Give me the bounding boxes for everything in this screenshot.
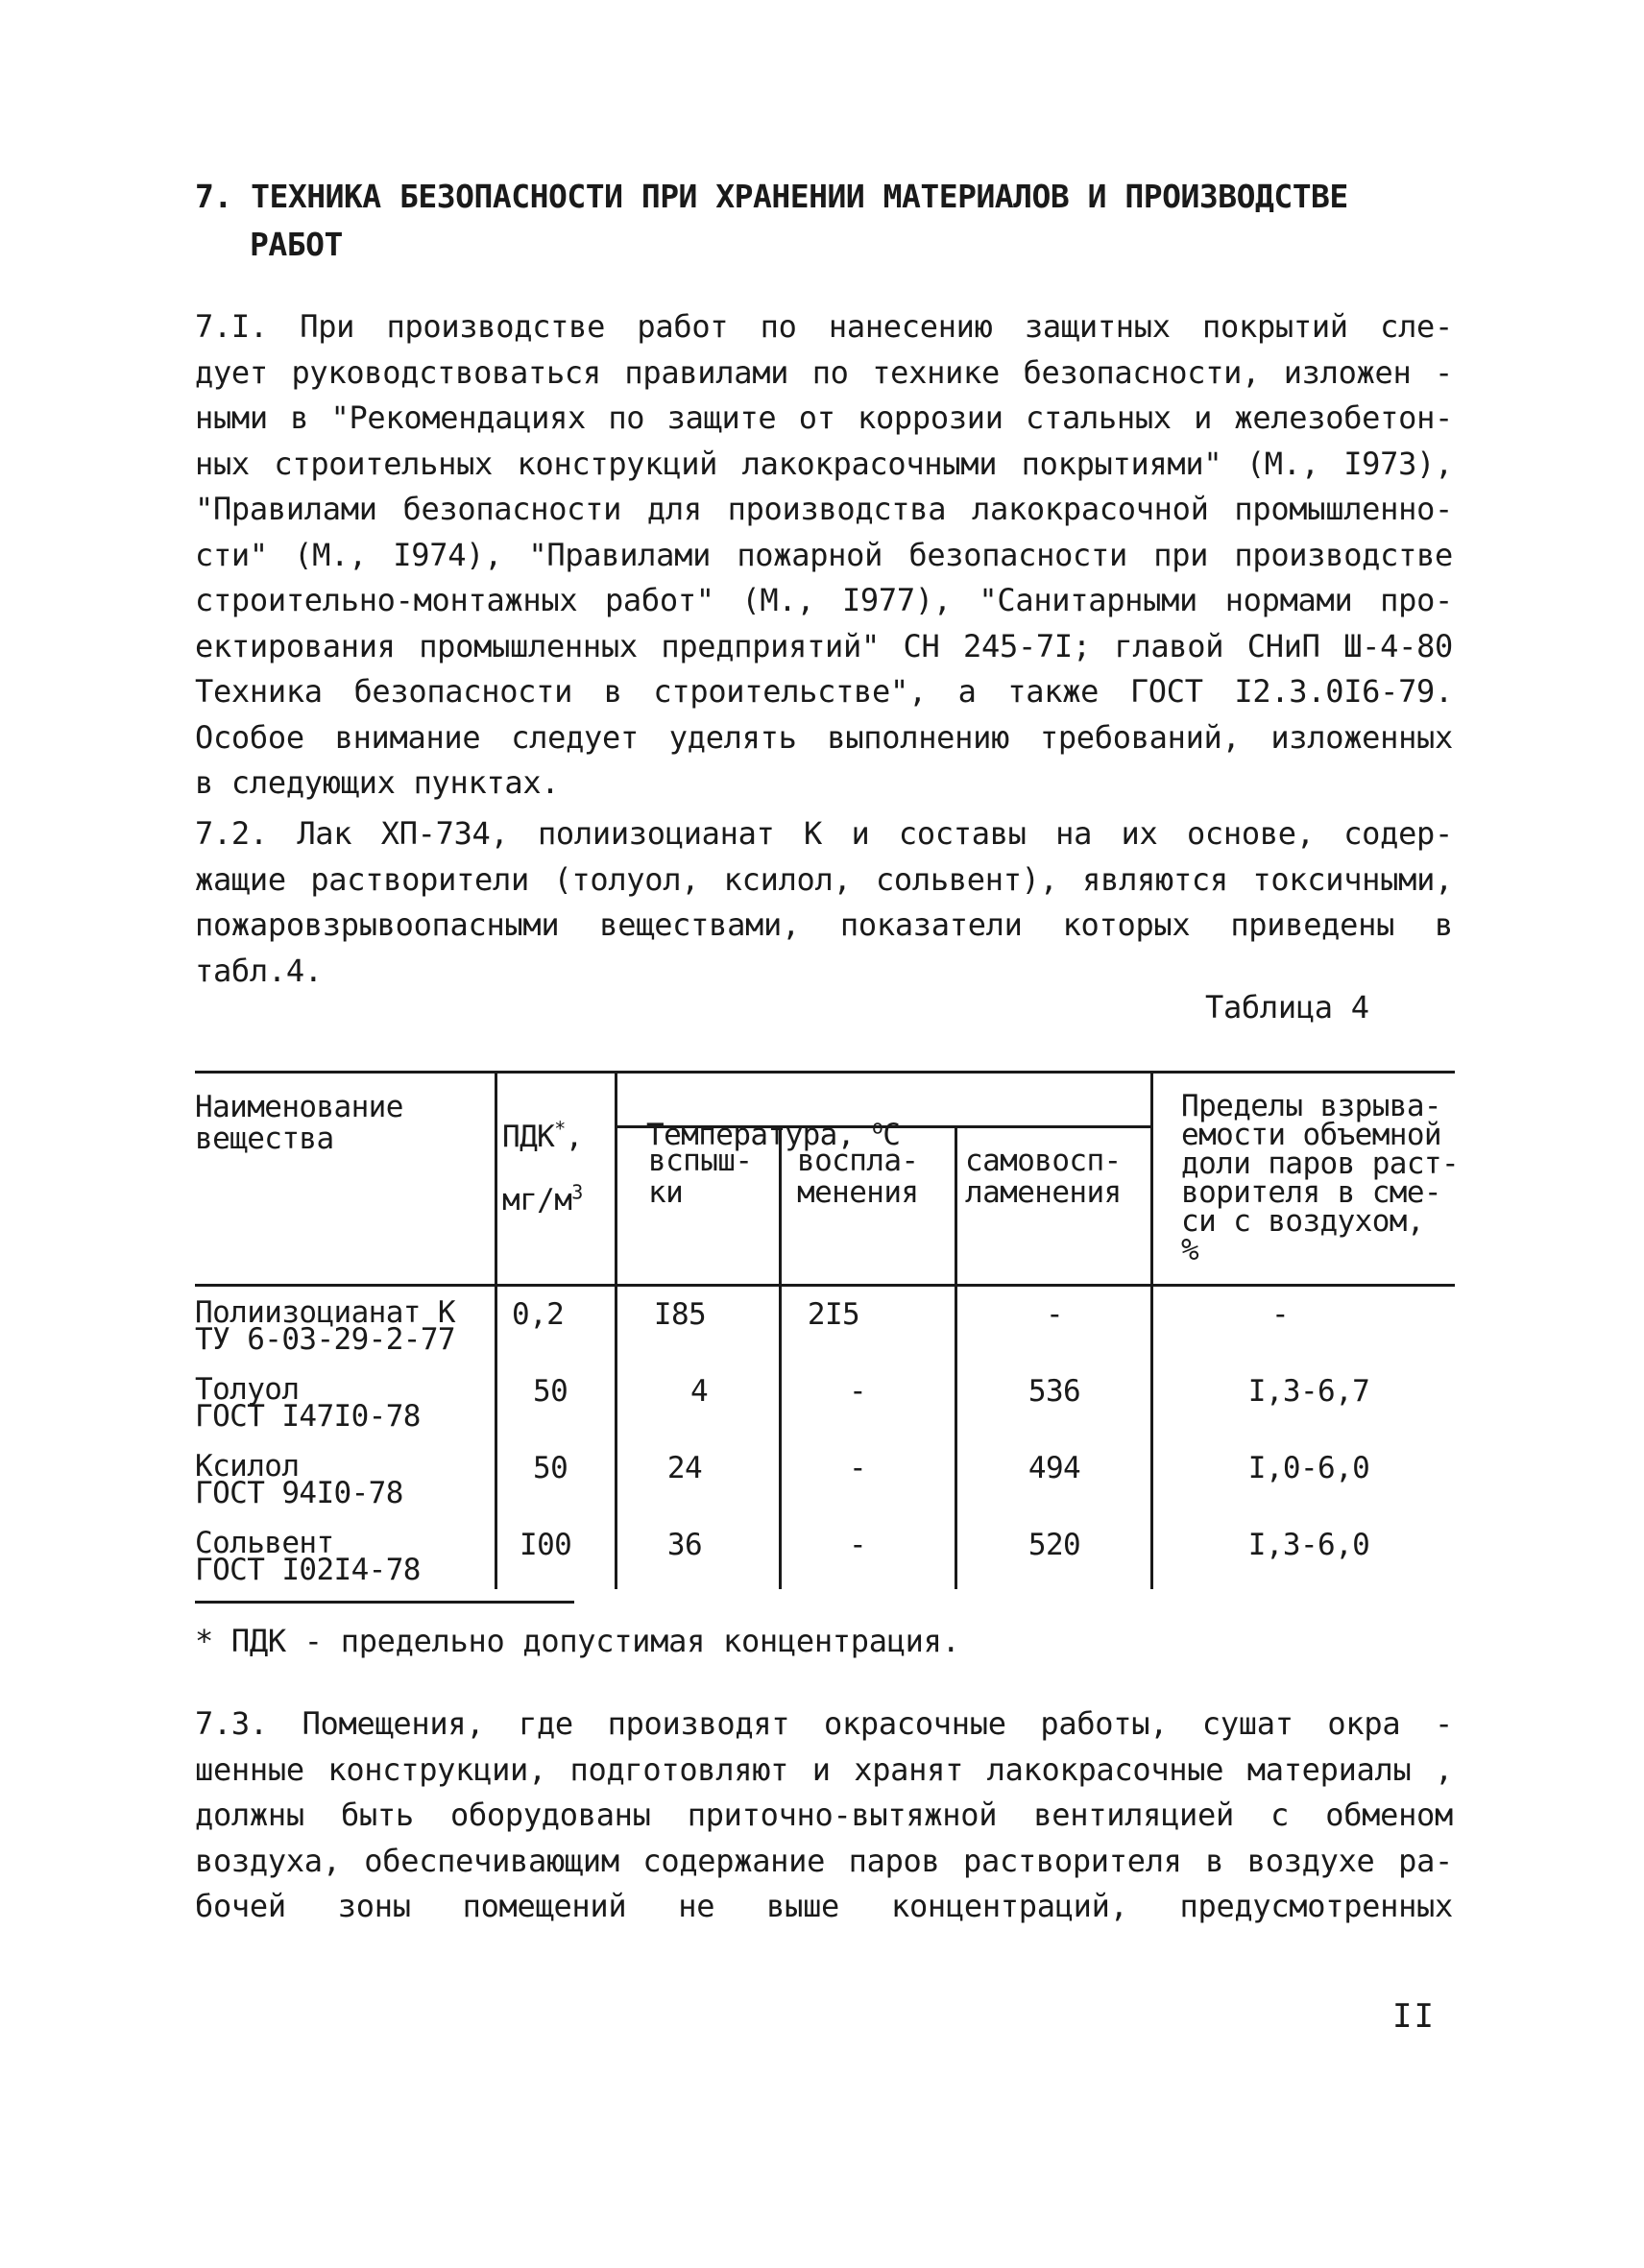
section-heading-line-1: 7. ТЕХНИКА БЕЗОПАСНОСТИ ПРИ ХРАНЕНИИ МАТЕРИАЛОВ И ПРОИЗВОДСТВЕ	[195, 178, 1348, 215]
row-2-flash: 4	[689, 1374, 709, 1409]
row-1-name: Полиизоцианат К ТУ 6-03-29-2-77	[195, 1295, 455, 1357]
row-4-name: Сольвент ГОСТ I02I4-78	[195, 1526, 421, 1587]
text-line: бочей зоны помещений не выше концентраций, предусмотренных	[195, 1888, 1453, 1924]
text-line: должны быть оборудованы приточно-вытяжной вентиляцией с обменом	[195, 1797, 1453, 1833]
column-rule	[495, 1071, 497, 1589]
row-1-limits: -	[1270, 1297, 1290, 1332]
page-number: II	[1392, 1997, 1436, 2036]
paragraph-7-2	[195, 811, 1453, 994]
header-pdk: ПДК*, $мг/м^3$	[502, 1117, 583, 1218]
text-line: дует руководствоваться правилами по технике безопасности, изложен -	[195, 353, 1453, 391]
header-pdk-label: ПДК	[502, 1120, 555, 1154]
text-line: пожаровзрывоопасными веществами, показатели которых приведены в	[195, 906, 1453, 943]
text-line: Техника безопасности в строительстве", а также ГОСТ I2.3.0I6-79.	[195, 673, 1453, 710]
row-3-limits: I,0-6,0	[1247, 1451, 1370, 1485]
row-4-autoignition: 520	[1028, 1528, 1081, 1562]
text-line: 7.I. При производстве работ по нанесению защитных покрытий сле-	[195, 308, 1453, 345]
header-explosive-limits: Пределы взрыва- емости объемной доли паров раст- ворителя в сме- си с воздухом, %	[1181, 1089, 1460, 1267]
text-line: сти" (М., I974), "Правилами пожарной безопасности при производстве	[195, 536, 1453, 573]
text-line: 7.2. Лак ХП-734, полиизоцианат К и составы на их основе, содер-	[195, 815, 1453, 852]
header-bottom-rule	[195, 1284, 1455, 1287]
row-3-autoignition: 494	[1028, 1451, 1081, 1485]
row-3-name: Ксилол ГОСТ 94I0-78	[195, 1449, 403, 1510]
column-rule	[779, 1125, 782, 1589]
row-4-ignition: -	[848, 1528, 867, 1562]
row-1-pdk: 0,2	[512, 1297, 565, 1332]
row-1-flash: I85	[653, 1297, 707, 1332]
text-line: 7.3. Помещения, где производят окрасочные работы, сушат окра -	[195, 1705, 1453, 1742]
text-line: воздуха, обеспечивающим содержание паров растворителя в воздухе ра-	[195, 1842, 1453, 1879]
section-heading	[195, 173, 1472, 269]
column-rule	[955, 1125, 957, 1589]
header-substance-name: Наименование вещества	[195, 1090, 403, 1156]
row-2-limits: I,3-6,7	[1247, 1374, 1370, 1409]
column-rule	[1150, 1071, 1153, 1589]
header-temperature-degree: о	[871, 1115, 883, 1139]
paragraph-7-1	[195, 304, 1453, 807]
table-top-rule	[195, 1071, 1455, 1074]
header-pdk-unit: мг/м	[502, 1183, 572, 1218]
row-2-ignition: -	[848, 1374, 867, 1409]
row-2-name: Толуол ГОСТ I47I0-78	[195, 1372, 421, 1434]
header-ignition: воспла- менения	[797, 1144, 919, 1210]
text-line: ектирования промышленных предприятий" СН 245-7I; главой СНиП Ш-4-80	[195, 627, 1453, 664]
table-bottom-rule	[195, 1601, 574, 1604]
row-2-pdk: 50	[533, 1374, 568, 1409]
row-4-limits: I,3-6,0	[1247, 1528, 1370, 1562]
row-1-ignition: 2I5	[807, 1297, 860, 1332]
text-line: ными в "Рекомендациях по защите от коррозии стальных и железобетон-	[195, 399, 1453, 436]
section-heading-line-2: РАБОТ	[250, 226, 343, 263]
text-line: Особое внимание следует уделять выполнению требований, изложенных	[195, 718, 1453, 756]
row-3-ignition: -	[848, 1451, 867, 1485]
row-4-pdk: I00	[520, 1528, 572, 1562]
row-1-autoignition: -	[1045, 1297, 1064, 1332]
table-footnote: * ПДК - предельно допустимая концентрация.	[195, 1623, 960, 1659]
row-2-autoignition: 536	[1028, 1374, 1081, 1409]
column-rule	[615, 1071, 617, 1589]
text-line: "Правилами безопасности для производства лакокрасочной промышленно-	[195, 491, 1453, 527]
text-line: табл.4.	[195, 952, 323, 989]
table-caption: Таблица 4	[1205, 989, 1369, 1025]
header-pdk-star: *	[554, 1117, 566, 1141]
row-3-pdk: 50	[533, 1451, 568, 1485]
text-line: строительно-монтажных работ" (М., I977), "Санитарными нормами про-	[195, 582, 1453, 618]
text-line: в следующих пунктах.	[195, 764, 560, 801]
text-line: ных строительных конструкций лакокрасочными покрытиями" (М., I973),	[195, 445, 1453, 482]
row-3-flash: 24	[666, 1451, 703, 1485]
header-temperature	[646, 1088, 1126, 1151]
text-line: жащие растворители (толуол, ксилол, сольвент), являются токсичными,	[195, 860, 1453, 898]
header-pdk-unit-sup: 3	[571, 1180, 583, 1204]
hazard-table	[195, 1071, 1460, 1608]
row-4-flash: 36	[666, 1528, 703, 1562]
text-line: шенные конструкции, подготовляют и хранят лакокрасочные материалы ,	[195, 1750, 1453, 1788]
header-flash-point: вспыш- ки	[648, 1144, 753, 1210]
header-autoignition: самовосп- ламенения	[965, 1144, 1122, 1210]
header-temperature-label: Температура,	[646, 1118, 855, 1152]
paragraph-7-3	[195, 1701, 1453, 1930]
header-temperature-unit: С	[882, 1118, 901, 1152]
